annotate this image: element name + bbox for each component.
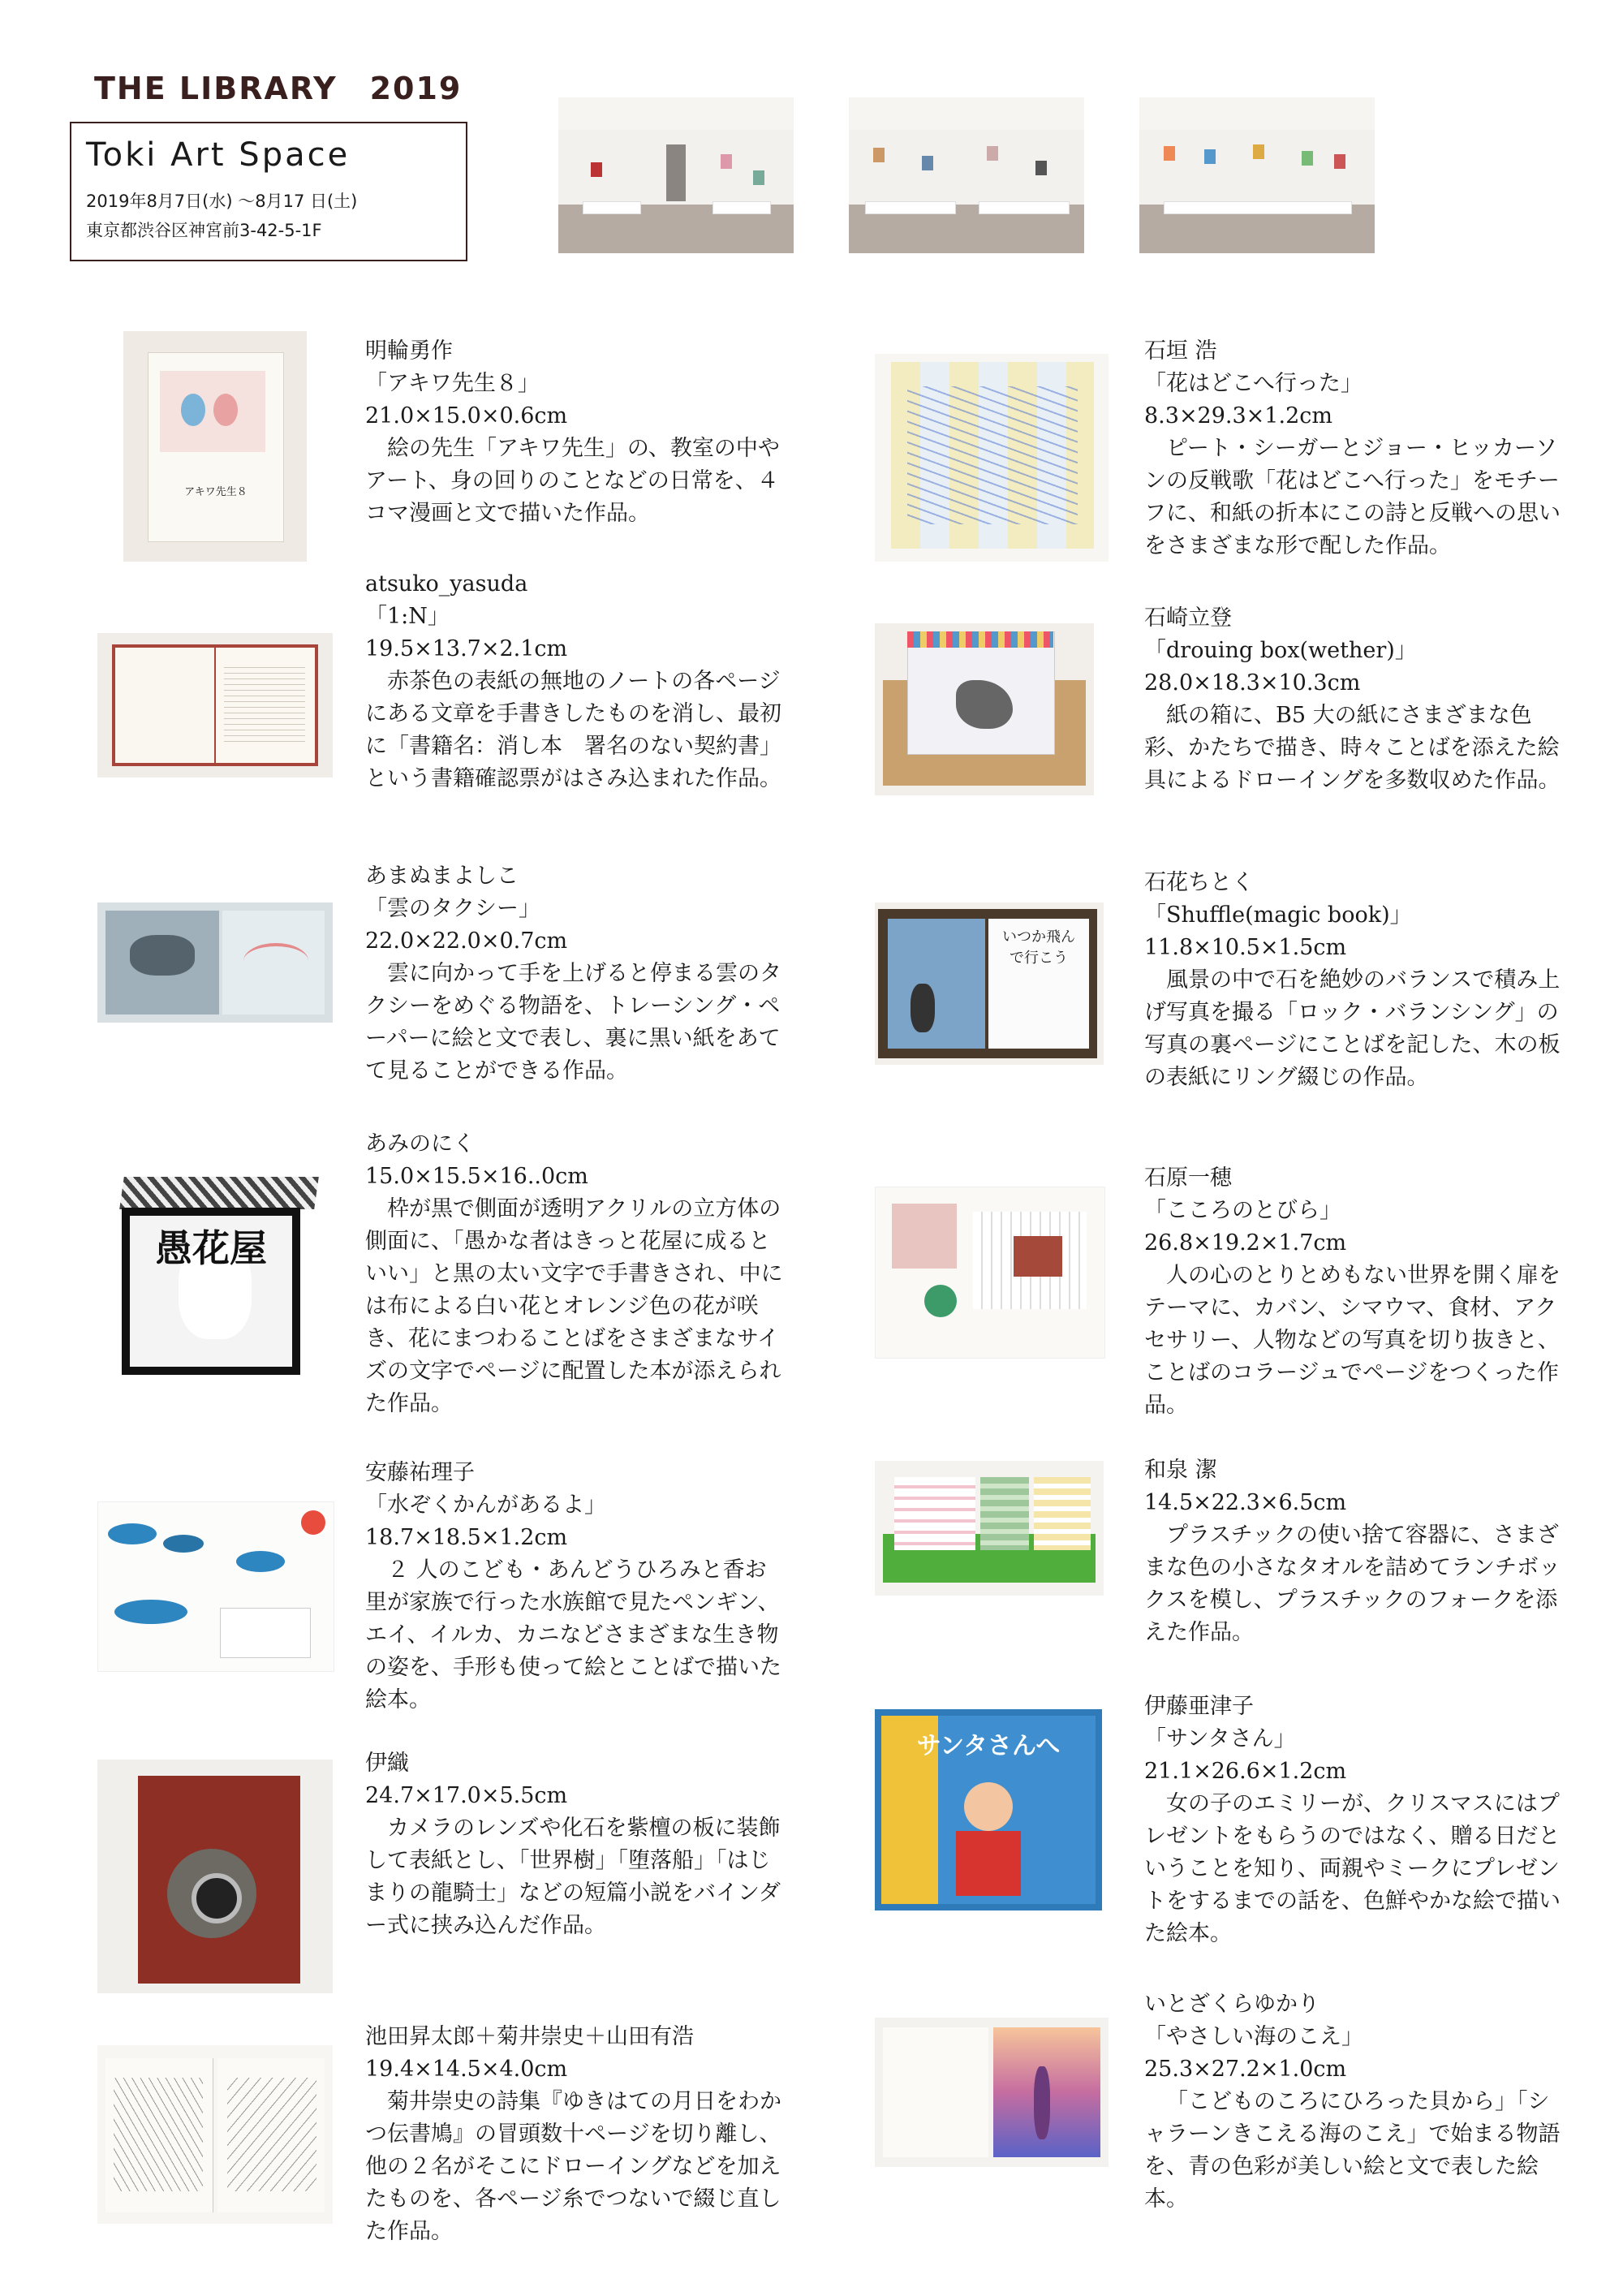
work-size: 19.4×14.5×4.0cm	[365, 2057, 568, 2082]
artwork-entry	[1144, 1454, 1566, 1649]
work-description: 「こどものころにひろった貝から」「シャラーンきこえる海のこえ」で始まる物語を、青の色彩が美しい絵と文で表した絵本。	[1144, 2089, 1561, 2212]
work-title: 「drouing box(wether)」	[1144, 638, 1417, 663]
work-size: 19.5×13.7×2.1cm	[365, 636, 568, 661]
artist-name: あみのにく	[365, 1131, 475, 1157]
gallery-photo-2	[849, 97, 1084, 253]
artwork-photo-heart-door	[875, 1187, 1105, 1359]
work-size: 15.0×15.5×16..0cm	[365, 1164, 588, 1189]
artwork-photo-poem-drawing	[97, 2045, 333, 2224]
work-description: ピート・シーガーとジョー・ヒッカーソンの反戦歌「花はどこへ行った」をモチーフに、和紙の折本にこの詩と反戦への思いをさまざまな形で配した作品。	[1144, 436, 1561, 558]
work-description: 雲に向かって手を上げると停まる雲のタクシーをめぐる物語を、トレーシング・ペーパーに絵と文で表し、裏に黒い紙をあてて見ることができる作品。	[365, 961, 781, 1083]
work-size: 18.7×18.5×1.2cm	[365, 1525, 568, 1550]
work-description: ２ 人のこども・あんどうひろみと香お里が家族で行った水族館で見たペンギン、エイ、イルカ、カニなどさまざまな生き物の姿を、手形も使って絵とことばで描いた絵本。	[365, 1557, 781, 1712]
artwork-photo-lunchbox	[875, 1461, 1104, 1596]
artist-name: 伊藤亜津子	[1144, 1694, 1254, 1719]
artwork-entry	[365, 1747, 787, 1942]
work-description: 紙の箱に、B5 大の紙にさまざまな色彩、かたちで描き、時々ことばを添えた絵具によるドローイングを多数収めた作品。	[1144, 703, 1561, 793]
artwork-book-title: サンタさんへ	[916, 1732, 1061, 1760]
work-size: 28.0×18.3×10.3cm	[1144, 670, 1361, 696]
artwork-entry	[1144, 335, 1566, 562]
work-title: 「Shuffle(magic book)」	[1144, 902, 1412, 928]
artist-name: 池田昇太郎＋菊井崇史＋山田有浩	[365, 2024, 694, 2049]
work-description: 枠が黒で側面が透明アクリルの立方体の側面に、「愚かな者はきっと花屋に成るといい」と黒の太い文字で手書きされ、中には布による白い花とオレンジ色の花が咲き、花にまつわることばをさまざまなサイズの文字でページに配置した本が添えられた作品。	[365, 1196, 783, 1416]
work-size: 25.3×27.2×1.0cm	[1144, 2057, 1347, 2082]
work-title: 「雲のタクシー」	[365, 896, 540, 921]
artist-name: いとざくらゆかり	[1144, 1992, 1319, 2017]
artwork-entry	[1144, 1691, 1566, 1950]
gallery-photo-3	[1139, 97, 1375, 253]
work-title: 「サンタさん」	[1144, 1726, 1296, 1751]
artwork-entry	[1144, 1988, 1566, 2216]
artist-name: 明輪勇作	[365, 338, 453, 364]
artist-name: 石原一穂	[1144, 1165, 1232, 1191]
artwork-photo-lens-binder	[97, 1760, 333, 1993]
artist-name: atsuko_yasuda	[365, 571, 528, 597]
work-size: 8.3×29.3×1.2cm	[1144, 403, 1332, 429]
work-title: 「こころのとびら」	[1144, 1198, 1341, 1223]
venue-box	[70, 122, 467, 261]
artwork-photo-aquarium	[97, 1501, 334, 1672]
work-size: 14.5×22.3×6.5cm	[1144, 1490, 1347, 1515]
gallery-photo-1	[558, 97, 794, 253]
artwork-photo-akiwa	[123, 331, 307, 562]
exhibition-dates: 2019年8月7日(水) ～8月17 日(土)	[86, 192, 358, 211]
artwork-entry	[1144, 867, 1566, 1094]
artwork-photo-flowers	[875, 354, 1109, 562]
work-description: 菊井崇史の詩集『ゆきはての月日をわかつ伝書鳩』の冒頭数十ページを切り離し、他の２名がそこにドローイングなどを加えたものを、各ページ糸でつないで綴じ直した作品。	[365, 2089, 781, 2244]
work-description: 絵の先生「アキワ先生」の、教室の中やアート、身の回りのことなどの日常を、４コマ漫画と文で描いた作品。	[365, 436, 780, 526]
work-description: カメラのレンズや化石を紫檀の板に装飾して表紙とし、「世界樹」「堕落船」「はじまりの龍騎士」などの短篇小説をバインダー式に挟み込んだ作品。	[365, 1816, 781, 1938]
page-title: THE LIBRARY 2019	[94, 71, 463, 106]
work-title: 「水ぞくかんがあるよ」	[365, 1493, 606, 1518]
artwork-photo-shuffle	[875, 902, 1104, 1065]
work-title: 「アキワ先生８」	[365, 371, 540, 396]
work-size: 22.0×22.0×0.7cm	[365, 928, 568, 954]
artwork-cube-text: 愚花屋	[155, 1226, 267, 1270]
artwork-photo-cloud-taxi	[97, 902, 333, 1023]
artist-name: 石崎立登	[1144, 605, 1232, 631]
work-description: 女の子のエミリーが、クリスマスにはプレゼントをもらうのではなく、贈る日だということを知り、両親やミークにプレゼントをするまでの話を、色鮮やかな絵で描いた絵本。	[1144, 1791, 1561, 1946]
work-size: 26.8×19.2×1.7cm	[1144, 1230, 1347, 1256]
artwork-entry	[1144, 1162, 1566, 1422]
work-title: 「1:N」	[365, 604, 450, 629]
artwork-entry	[1144, 602, 1566, 797]
artist-name: 和泉 潔	[1144, 1458, 1217, 1483]
artwork-entry	[365, 860, 787, 1088]
artwork-entry	[365, 1457, 787, 1717]
artwork-entry	[365, 335, 787, 530]
work-description: 赤茶色の表紙の無地のノートの各ページにある文章を手書きしたものを消し、最初に「書籍名：消し本 署名のない契約書」という書籍確認票がはさみ込まれた作品。	[365, 669, 781, 791]
artwork-entry	[365, 1128, 787, 1420]
work-description: 風景の中で石を絶妙のバランスで積み上げ写真を撮る「ロック・バランシング」の写真の裏ページにことばを記した、木の板の表紙にリング綴じの作品。	[1144, 967, 1561, 1090]
artwork-photo-1n	[97, 633, 333, 778]
work-description: プラスチックの使い捨て容器に、さまざまな色の小さなタオルを詰めてランチボックスを模し、プラスチックのフォークを添えた作品。	[1144, 1523, 1561, 1645]
work-size: 24.7×17.0×5.5cm	[365, 1783, 568, 1808]
artist-name: 安藤祐理子	[365, 1460, 475, 1485]
artwork-cover-text: アキワ先生８	[184, 486, 248, 498]
artist-name: 伊織	[365, 1751, 409, 1776]
work-title: 「花はどこへ行った」	[1144, 371, 1363, 396]
artwork-photo-acrylic-cube	[97, 1161, 333, 1385]
artist-name: 石垣 浩	[1144, 338, 1217, 364]
work-size: 21.0×15.0×0.6cm	[365, 403, 568, 429]
artist-name: 石花ちとく	[1144, 870, 1254, 895]
artwork-entry	[365, 568, 787, 795]
artwork-photo-santa	[875, 1709, 1102, 1910]
venue-name: Toki Art Space	[86, 136, 351, 174]
work-title: 「やさしい海のこえ」	[1144, 2024, 1363, 2049]
artwork-entry	[365, 2021, 787, 2248]
work-size: 21.1×26.6×1.2cm	[1144, 1759, 1347, 1784]
work-description: 人の心のとりとめもない世界を開く扉をテーマに、カバン、シマウマ、食材、アクセサリー、人物などの写真を切り抜きと、ことばのコラージュでページをつくった作品。	[1144, 1263, 1561, 1418]
artwork-photo-caption: いつか飛んで行こう	[1002, 928, 1075, 967]
artwork-photo-drawing-box	[875, 623, 1094, 795]
work-size: 11.8×10.5×1.5cm	[1144, 935, 1347, 960]
artist-name: あまぬまよしこ	[365, 864, 519, 889]
artwork-photo-sea-voice	[875, 2018, 1109, 2167]
venue-address: 東京都渋谷区神宮前3-42-5-1F	[86, 221, 322, 240]
